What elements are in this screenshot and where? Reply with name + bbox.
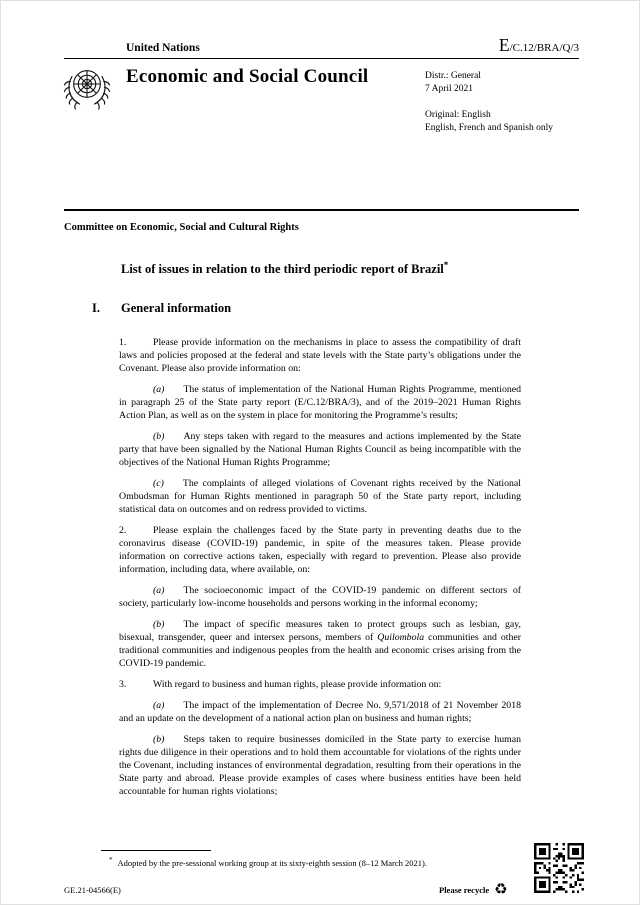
recycle-label: Please recycle — [439, 884, 490, 895]
paragraph-3 — [119, 678, 521, 691]
subparagraph-label: (a) — [153, 384, 165, 396]
footnote-separator — [101, 850, 211, 851]
document-body — [64, 222, 521, 806]
doc-symbol-initial: E — [498, 35, 510, 55]
paragraph-text: With regard to business and human rights, please provide information on: — [153, 679, 442, 691]
masthead-info — [425, 70, 553, 135]
spacer — [425, 96, 553, 109]
section-divider — [64, 209, 579, 211]
subparagraph-label: (b) — [153, 734, 165, 746]
paragraph-1 — [119, 336, 521, 375]
subparagraph-text: The socioeconomic impact of the COVID-19 pandemic on different sectors of society, particularly low-income households and persons working in the informal economy; — [119, 585, 521, 610]
subparagraph-2a — [119, 584, 521, 610]
header-rule — [64, 58, 579, 59]
doc-symbol — [499, 35, 579, 56]
subparagraph-text: The complaints of alleged violations of Covenant rights received by the National Ombudsman for Human Rights mentioned in paragraph 50 of the State party report, including statistical data on outcomes and on redress provided to victims. — [119, 478, 521, 516]
council-title: Economic and Social Council — [126, 66, 369, 87]
subparagraph-label: (c) — [153, 478, 164, 490]
qr-code — [534, 843, 584, 893]
paragraph-2 — [119, 524, 521, 576]
recycle-icon: ♻ — [494, 880, 508, 898]
subparagraph-3a — [119, 699, 521, 725]
subparagraph-2b — [119, 618, 521, 670]
subparagraph-text-italic: Quilombola — [377, 632, 425, 644]
subparagraph-label: (b) — [153, 431, 165, 443]
subparagraph-text: The impact of the implementation of Decree No. 9,571/2018 of 21 November 2018 and an update on the development of a national action plan on business and human rights; — [119, 700, 521, 725]
paragraph-number: 3. — [119, 679, 127, 691]
subparagraph-text: communities and other traditional communities and indigenous peoples from the health and economic crises arising from the COVID-19 pandemic. — [119, 632, 522, 670]
subparagraph-label: (a) — [153, 700, 165, 712]
org-name: United Nations — [126, 42, 200, 54]
page-header — [64, 35, 579, 56]
footnote-text: Adopted by the pre-sessional working group at its sixty-eighth session (8–12 March 2021). — [117, 857, 427, 868]
date-line: 7 April 2021 — [425, 84, 474, 94]
document-title — [121, 257, 521, 277]
subparagraph-text: The status of implementation of the National Human Rights Programme, mentioned in paragraph 25 of the State party report (E/C.12/BRA/3), and of the 2019–2021 Human Rights Action Plan, as well as on the system in place for monitoring the Programme’s results; — [119, 384, 521, 422]
doc-symbol-rest: /C.12/BRA/Q/3 — [509, 42, 579, 54]
paragraph-text: Please explain the challenges faced by the State party in preventing deaths due to the coronavirus disease (COVID-19) pandemic, in spite of the measures taken. Please provide information on corrective actions taken, especially with regard to prevention. Please also provide information, including data, where available, on: — [119, 525, 521, 576]
distr-line: Distr.: General — [425, 71, 481, 81]
footnote — [101, 855, 521, 869]
subparagraph-text: The impact of specific measures taken to protect groups such as lesbian, gay, bisexual, transgender, queer and intersex persons, members of — [119, 619, 521, 644]
subparagraph-text: Any steps taken with regard to the measures and actions implemented by the State party that have been signalled by the National Human Rights Council as being incompatible with the objectives of the National Human Rights Programme; — [119, 431, 521, 469]
document-title-text: List of issues in relation to the third periodic report of Brazil — [121, 262, 444, 277]
subparagraph-1a — [119, 383, 521, 422]
section-heading — [92, 301, 521, 316]
recycle-notice — [439, 882, 508, 897]
paragraphs — [119, 336, 521, 798]
original-language-line: Original: English — [425, 110, 491, 120]
title-footnote-marker: * — [443, 260, 449, 270]
subparagraph-1c — [119, 477, 521, 516]
paragraph-number: 1. — [119, 337, 127, 349]
subparagraph-1b — [119, 430, 521, 469]
subparagraph-label: (b) — [153, 619, 165, 631]
doc-code: GE.21-04566(E) — [64, 885, 121, 895]
committee-name: Committee on Economic, Social and Cultural Rights — [64, 222, 299, 233]
section-title: General information — [121, 301, 232, 316]
section-number: I. — [92, 301, 100, 316]
footnote-marker: * — [109, 856, 113, 864]
paragraph-number: 2. — [119, 525, 127, 537]
un-emblem-icon — [62, 63, 112, 115]
languages-line: English, French and Spanish only — [425, 123, 553, 133]
subparagraph-text: Steps taken to require businesses domiciled in the State party to exercise human rights due diligence in their operations and to hold them accountable for violations of the rights under the Covenant, including instances of environmental degradation, resulting from their operations in the State party and abroad. Please provide examples of cases where business entities have been held accountable for human rights violations; — [119, 734, 521, 798]
subparagraph-label: (a) — [153, 585, 165, 597]
subparagraph-3b — [119, 733, 521, 798]
paragraph-text: Please provide information on the mechanisms in place to assess the compatibility of draft laws and policies proposed at the federal and state levels with the State party’s obligations under the Covenant. Please also provide information on: — [119, 337, 521, 375]
